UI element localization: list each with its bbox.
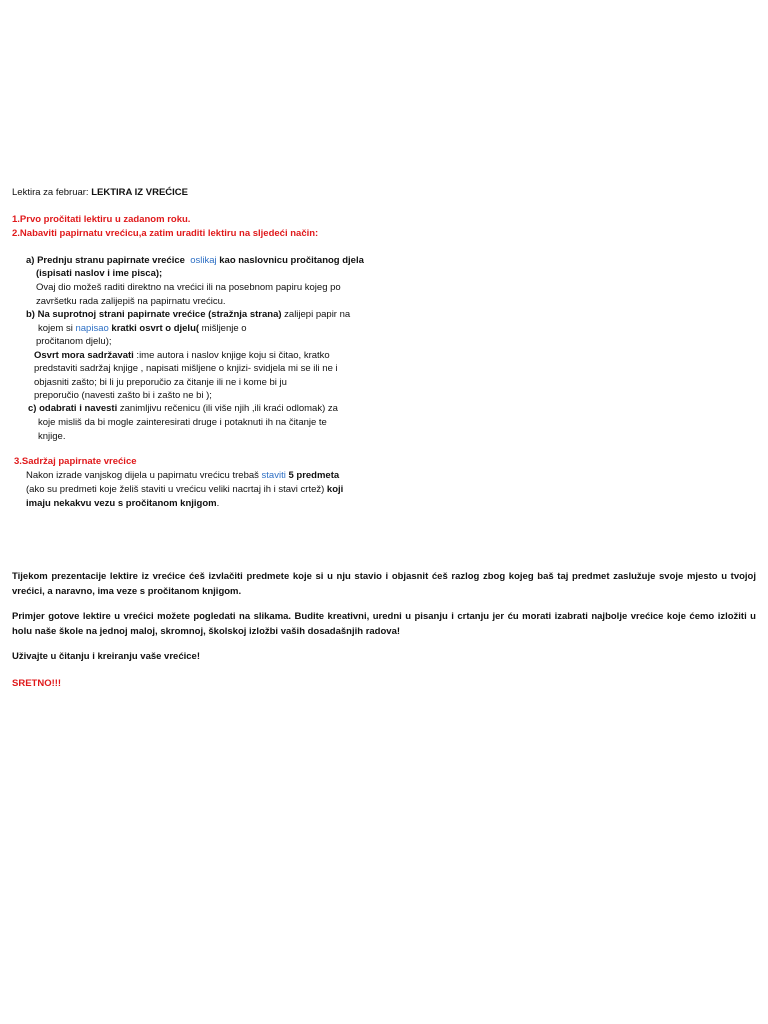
- section-b-line-2-start: kojem si: [38, 323, 76, 334]
- section-3-line-2: [26, 483, 343, 497]
- step-1: 1.Prvo pročitati lektiru u zadanom roku.: [12, 214, 191, 225]
- section-c-line-3: knjige.: [38, 431, 66, 442]
- section-b-line-3: pročitanom djelu);: [36, 336, 112, 347]
- section-3-line-3: [26, 497, 219, 511]
- section-c-heading-end: zanimljivu rečenicu (ili više njih ,ili kraći odlomak) za: [117, 403, 338, 414]
- section-b-line-7: preporučio (navesti zašto bi i zašto ne bi );: [34, 390, 212, 401]
- highlight-staviti: staviti: [261, 470, 286, 481]
- closing-paragraph-3: Uživajte u čitanju i kreiranju vaše vrećice!: [12, 651, 200, 662]
- section-a-line-1: [26, 254, 364, 268]
- document-header: [12, 186, 188, 200]
- section-b-heading: b) Na suprotnoj strani papirnate vrećice (stražnja strana): [26, 309, 282, 320]
- section-3-line-2-start: (ako su predmeti koje želiš staviti u vrećicu veliki nacrtaj ih i stavi crtež): [26, 484, 325, 495]
- section-a-line-3: Ovaj dio možeš raditi direktno na vrećici ili na posebnom papiru kojeg po: [36, 282, 341, 293]
- section-b-line-1: [26, 308, 350, 322]
- section-3-line-1-start: Nakon izrade vanjskog dijela u papirnatu vrećicu trebaš: [26, 470, 262, 481]
- section-b-heading-end: zalijepi papir na: [281, 309, 351, 320]
- section-a-heading-end: kao naslovnicu pročitanog djela: [219, 255, 364, 266]
- section-a-line-2: (ispisati naslov i ime pisca);: [36, 268, 163, 279]
- section-b-line-2-end: mišljenje o: [199, 323, 247, 334]
- section-a-line-4: završetku rada zalijepiš na papirnatu vrećicu.: [36, 296, 226, 307]
- osvrt-heading: Osvrt mora sadržavati: [34, 350, 134, 361]
- header-prefix: Lektira za februar:: [12, 187, 92, 198]
- section-3-line-3-end: .: [216, 498, 220, 509]
- section-b-line-2: [38, 322, 247, 336]
- closing-paragraph-1: Tijekom prezentacije lektire iz vrećice ćeš izvlačiti predmete koje si u nju stavio i objasnit ćeš razlog zbog kojeg baš taj predmet zaslužuje svoje mjesto u tvojoj vrećici, a naravno, ima veze s pročitanom knjigom.: [12, 571, 756, 597]
- section-c-line-2: koje misliš da bi mogle zainteresirati druge i potaknuti ih na čitanje te: [38, 417, 327, 428]
- highlight-napisao: napisao: [75, 323, 109, 334]
- closing-paragraph-2: Primjer gotove lektire u vrećici možete pogledati na slikama. Budite kreativni, uredni u pisanju i crtanju jer ću morati izabrati najbolje vrećice koje ćemo izložiti u holu naše škole na jednoj maloj, skromnoj, školskoj izložbi vaših dosadašnjih radova!: [12, 611, 756, 637]
- section-b-line-6: objasniti zašto; bi li ju preporučio za čitanje ili ne i kome bi ju: [34, 377, 287, 388]
- section-3-line-1-bold: 5 predmeta: [285, 470, 340, 481]
- section-3-line-2-bold: koji: [324, 484, 344, 495]
- section-3-line-3-bold: imaju nekakvu vezu s pročitanom knjigom: [26, 498, 217, 509]
- section-3-heading: 3.Sadržaj papirnate vrećice: [14, 456, 137, 467]
- section-b-osvrt: [34, 349, 330, 363]
- section-c-heading: c) odabrati i navesti: [28, 403, 118, 414]
- section-b-line-5: predstaviti sadržaj knjige , napisati mišljene o knjizi- svidjela mi se ili ne i: [34, 363, 338, 374]
- osvrt-rest: :ime autora i naslov knjige koju si čitao, kratko: [133, 350, 330, 361]
- highlight-oslikaj: oslikaj: [190, 255, 217, 266]
- section-c-line-1: [28, 402, 338, 416]
- step-2: 2.Nabaviti papirnatu vrećicu,a zatim uraditi lektiru na sljedeći način:: [12, 228, 319, 239]
- section-3-line-1: [26, 469, 339, 483]
- section-a-heading: a) Prednju stranu papirnate vrećice: [26, 255, 185, 266]
- section-b-line-2-bold: kratki osvrt o djelu(: [108, 323, 200, 334]
- document-title: LEKTIRA IZ VREĆICE: [91, 187, 188, 198]
- signoff: SRETNO!!!: [12, 678, 62, 689]
